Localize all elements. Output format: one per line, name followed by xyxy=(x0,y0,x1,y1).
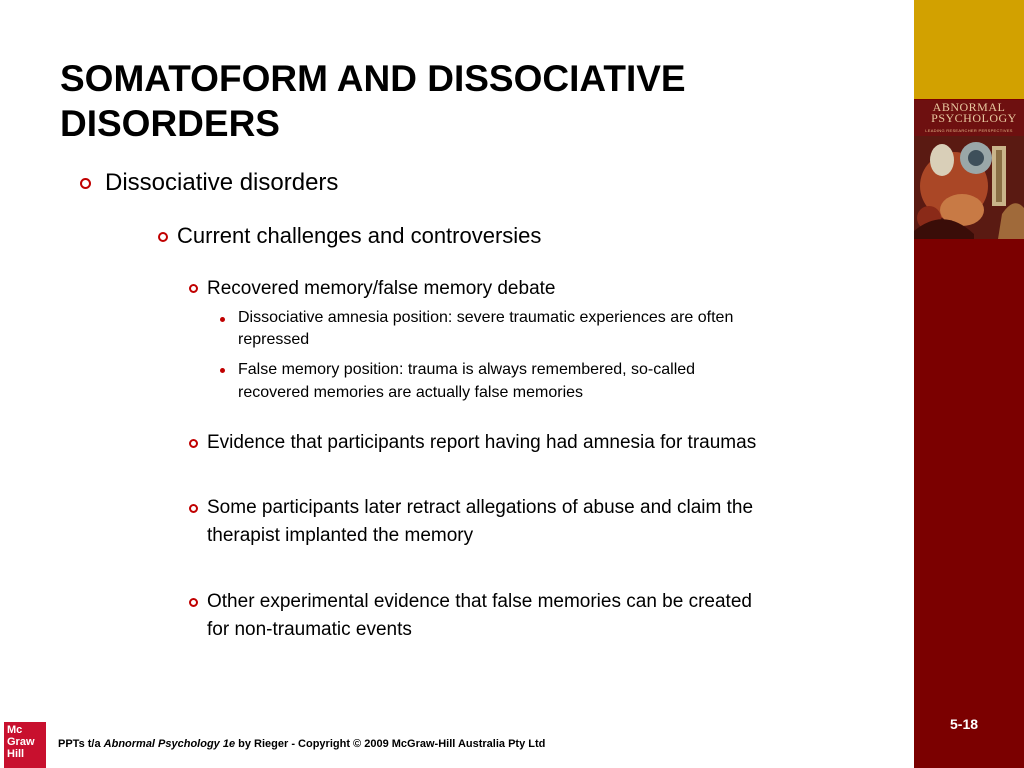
ring-bullet-icon xyxy=(158,232,168,242)
cover-subtitle: LEADING RESEARCHER PERSPECTIVES xyxy=(925,128,1013,133)
level4-text xyxy=(238,358,695,404)
cover-title-line1: ABNORMAL xyxy=(932,100,1006,114)
slide-title xyxy=(60,56,860,146)
level3-text xyxy=(207,588,752,644)
ring-bullet-icon xyxy=(189,504,198,513)
level3-text xyxy=(207,494,753,550)
sidebar-gold-band xyxy=(914,0,1024,99)
footer-copyright xyxy=(58,738,545,750)
ring-bullet-icon xyxy=(80,178,91,189)
slide-number: 5-18 xyxy=(950,716,979,732)
level4-line: repressed xyxy=(238,331,310,348)
level3-line: therapist implanted the memory xyxy=(207,525,474,546)
level3-line: for non-traumatic events xyxy=(207,619,412,640)
level4-line: False memory position: trauma is always remembered, so-called xyxy=(238,361,696,378)
level2-text: Current challenges and controversies xyxy=(177,223,542,248)
level3-line: Some participants later retract allegations of abuse and claim the xyxy=(207,497,754,518)
level3-line: Recovered memory/false memory debate xyxy=(207,278,556,299)
mcgraw-hill-logo xyxy=(4,722,46,768)
dot-bullet-icon xyxy=(220,368,225,373)
slide-title-line1: SOMATOFORM AND DISSOCIATIVE xyxy=(60,58,686,99)
cover-title-line2: PSYCHOLOGY xyxy=(931,111,1017,125)
level4-line: recovered memories are actually false memories xyxy=(238,384,584,401)
ring-bullet-icon xyxy=(189,284,198,293)
level1-text: Dissociative disorders xyxy=(105,169,339,196)
cover-title xyxy=(914,102,1024,124)
level4-line: Dissociative amnesia position: severe traumatic experiences are often xyxy=(238,309,734,326)
logo-line: Mc xyxy=(7,724,23,736)
logo-line: Hill xyxy=(7,748,25,760)
footer-prefix: PPTs t/a xyxy=(58,738,104,750)
slide-title-line2: DISORDERS xyxy=(60,103,280,144)
level3-line: Other experimental evidence that false memories can be created xyxy=(207,591,752,612)
level3-line: Evidence that participants report having had amnesia for traumas xyxy=(207,432,757,453)
cover-artwork xyxy=(914,136,1024,239)
logo-line: Graw xyxy=(7,736,35,748)
dot-bullet-icon xyxy=(220,317,225,322)
ring-bullet-icon xyxy=(189,598,198,607)
level4-text xyxy=(238,307,733,351)
book-cover-image xyxy=(914,100,1024,239)
level3-text xyxy=(207,430,756,456)
footer-book-title: Abnormal Psychology 1e xyxy=(103,738,236,750)
footer-suffix: by Rieger - Copyright © 2009 McGraw-Hill Australia Pty Ltd xyxy=(235,738,546,750)
ring-bullet-icon xyxy=(189,439,198,448)
level3-text xyxy=(207,276,555,302)
